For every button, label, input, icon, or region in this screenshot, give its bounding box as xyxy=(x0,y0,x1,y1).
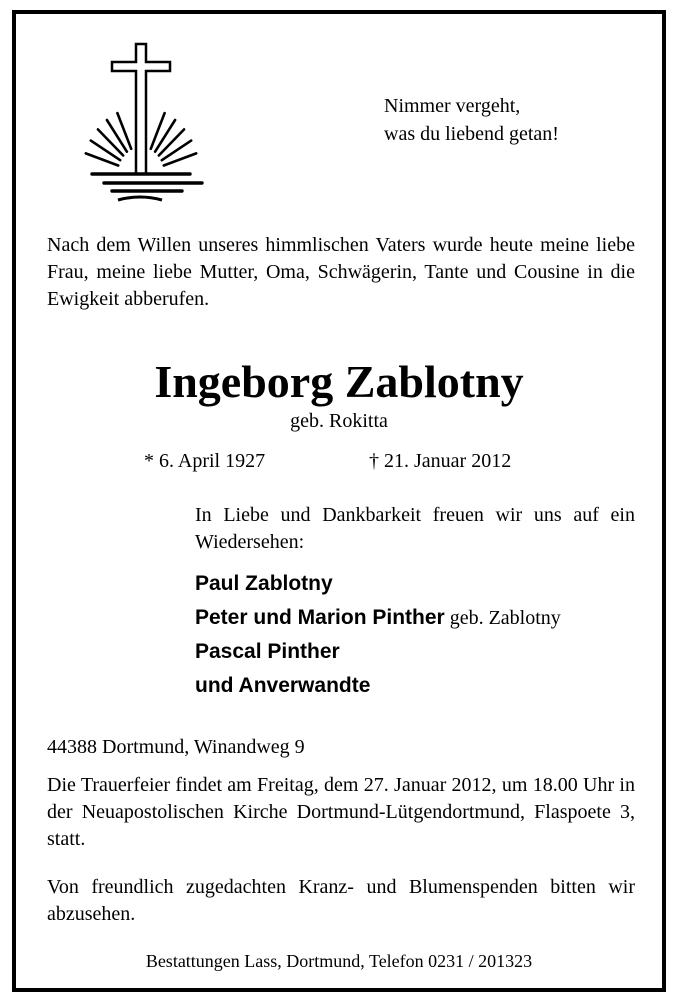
mourners-list xyxy=(195,567,561,703)
service-text: Die Trauerfeier findet am Freitag, dem 27. Januar 2012, um 18.00 Uhr in der Neuapostolischen Kirche Dortmund-Lütgendortmund, Flaspoete 3, statt. xyxy=(47,774,635,850)
farewell-text: In Liebe und Dankbarkeit freuen wir uns auf ein Wiedersehen: xyxy=(195,504,635,553)
deceased-name: Ingeborg Zablotny xyxy=(154,356,524,407)
mourner-item xyxy=(195,601,561,635)
mourner-item xyxy=(195,635,561,669)
motto xyxy=(384,92,559,148)
mourner-item xyxy=(195,669,561,703)
mourner-name: Pascal Pinther xyxy=(195,640,340,663)
motto-line-1: Nimmer vergeht, xyxy=(384,95,521,117)
mourner-note: geb. Zablotny xyxy=(449,607,561,629)
funeral-home: Bestattungen Lass, Dortmund, Telefon 0231 / 201323 xyxy=(145,951,533,971)
obituary-notice xyxy=(12,10,666,992)
intro-text: Nach dem Willen unseres himmlischen Vaters wurde heute meine liebe Frau, meine liebe Mutter, Oma, Schwägerin, Tante und Cousine in die Ewigkeit abberufen. xyxy=(47,234,635,310)
death-date: † 21. Januar 2012 xyxy=(369,450,512,472)
motto-line-2: was du liebend getan! xyxy=(384,123,559,145)
birth-date: * 6. April 1927 xyxy=(144,450,266,472)
flowers-text: Von freundlich zugedachten Kranz- und Blumenspenden bitten wir abzusehen. xyxy=(47,876,635,925)
family-address: 44388 Dortmund, Winandweg 9 xyxy=(47,736,305,758)
mourner-name: Peter und Marion Pinther xyxy=(195,606,445,629)
mourner-name: und Anverwandte xyxy=(195,674,371,697)
mourner-name: Paul Zablotny xyxy=(195,572,333,595)
maiden-name: geb. Rokitta xyxy=(290,410,388,432)
cross-rising-sun-icon xyxy=(78,40,204,208)
mourner-item xyxy=(195,567,561,601)
